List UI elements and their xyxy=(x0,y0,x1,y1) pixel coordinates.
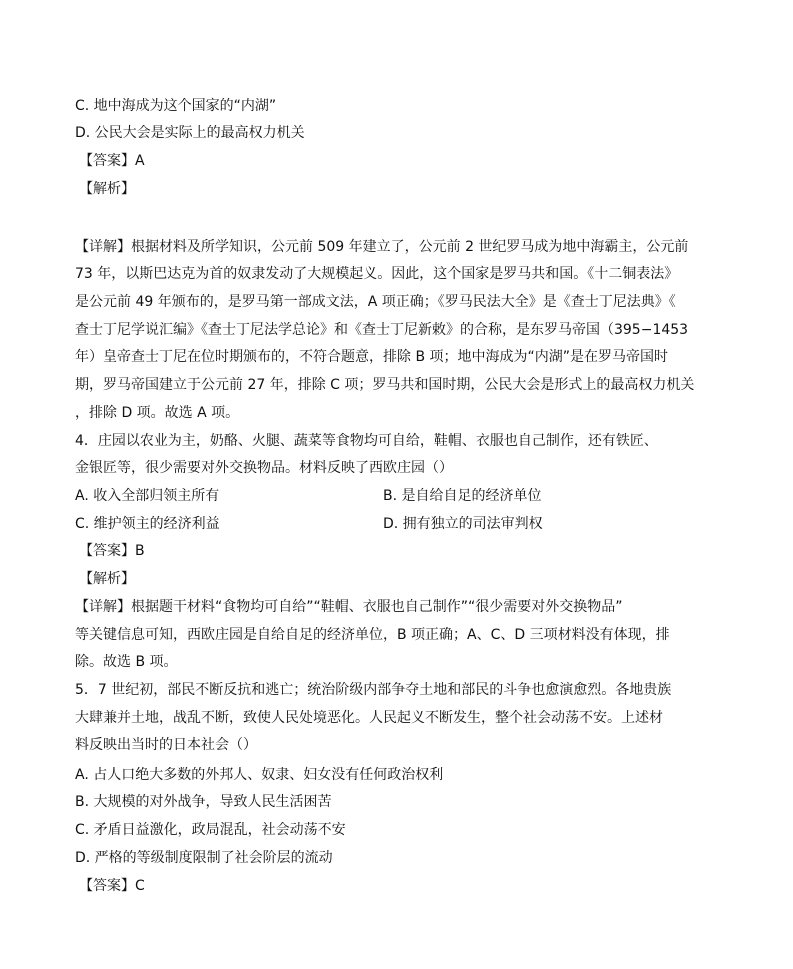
q4-option-a: A. 收入全部归领主所有 xyxy=(75,488,220,504)
q3-detail-line: 73 年，以斯巴达克为首的奴隶发动了大规模起义。因此，这个国家是罗马共和国。《十二铜表法》 xyxy=(75,266,679,282)
q4-option-c: C. 维护领主的经济利益 xyxy=(75,516,220,532)
q5-stem-line: 5．7 世纪初，部民不断反抗和逃亡；统治阶级内部争夺土地和部民的斗争也愈演愈烈。各地贵族 xyxy=(75,682,672,698)
q5-option-b: B. 大规模的对外战争，导致人民生活困苦 xyxy=(75,794,332,810)
q3-option-d: D. 公民大会是实际上的最高权力机关 xyxy=(75,125,305,141)
q4-analysis-label: 【解析】 xyxy=(79,571,135,587)
q5-option-c: C. 矛盾日益激化，政局混乱，社会动荡不安 xyxy=(75,822,346,838)
q4-stem-line: 金银匠等，很少需要对外交换物品。材料反映了西欧庄园（） xyxy=(75,460,453,476)
q5-stem-line: 料反映出当时的日本社会（） xyxy=(75,737,257,753)
q3-analysis-label: 【解析】 xyxy=(79,181,135,197)
q5-option-d: D. 严格的等级制度限制了社会阶层的流动 xyxy=(75,850,333,866)
q4-option-b: B. 是自给自足的经济单位 xyxy=(383,488,542,504)
q5-stem-line: 大肆兼并土地，战乱不断，致使人民处境恶化。人民起义不断发生，整个社会动荡不安。上述材 xyxy=(75,710,663,726)
q4-detail-line: 【详解】根据题干材料“食物均可自给”“鞋帽、衣服也自己制作”“很少需要对外交换物品” xyxy=(75,599,623,615)
q4-detail-line: 除。故选 B 项。 xyxy=(75,654,178,670)
q3-detail-line: 是公元前 49 年颁布的，是罗马第一部成文法，A 项正确；《罗马民法大全》是《查士丁尼法典》《 xyxy=(75,294,676,310)
q4-answer: 【答案】B xyxy=(79,543,145,559)
q4-option-d: D. 拥有独立的司法审判权 xyxy=(383,516,543,532)
q5-option-a: A. 占人口绝大多数的外邦人、奴隶、妇女没有任何政治权利 xyxy=(75,767,444,783)
q3-detail-line: 【详解】根据材料及所学知识，公元前 509 年建立了，公元前 2 世纪罗马成为地中海霸主，公元前 xyxy=(75,239,689,255)
q5-answer: 【答案】C xyxy=(79,878,145,894)
q3-detail-line: ，排除 D 项。故选 A 项。 xyxy=(75,405,240,421)
q3-answer: 【答案】A xyxy=(79,153,145,169)
q3-detail-line: 年）皇帝查士丁尼在位时期颁布的，不符合题意，排除 B 项；地中海成为“内湖”是在罗马帝国时 xyxy=(75,349,669,365)
q3-option-c: C. 地中海成为这个国家的“内湖” xyxy=(75,98,277,114)
q3-detail-line: 期，罗马帝国建立于公元前 27 年，排除 C 项；罗马共和国时期，公民大会是形式上的最高权力机关 xyxy=(75,377,695,393)
q3-detail-line: 查士丁尼学说汇编》《查士丁尼法学总论》和《查士丁尼新敕》的合称，是东罗马帝国（395−1453 xyxy=(75,322,689,338)
q4-stem-line: 4．庄园以农业为主，奶酪、火腿、蔬菜等食物均可自给，鞋帽、衣服也自己制作，还有铁匠、 xyxy=(75,433,658,449)
q4-detail-line: 等关键信息可知，西欧庄园是自给自足的经济单位，B 项正确；A、C、D 三项材料没有体现，排 xyxy=(75,627,670,643)
